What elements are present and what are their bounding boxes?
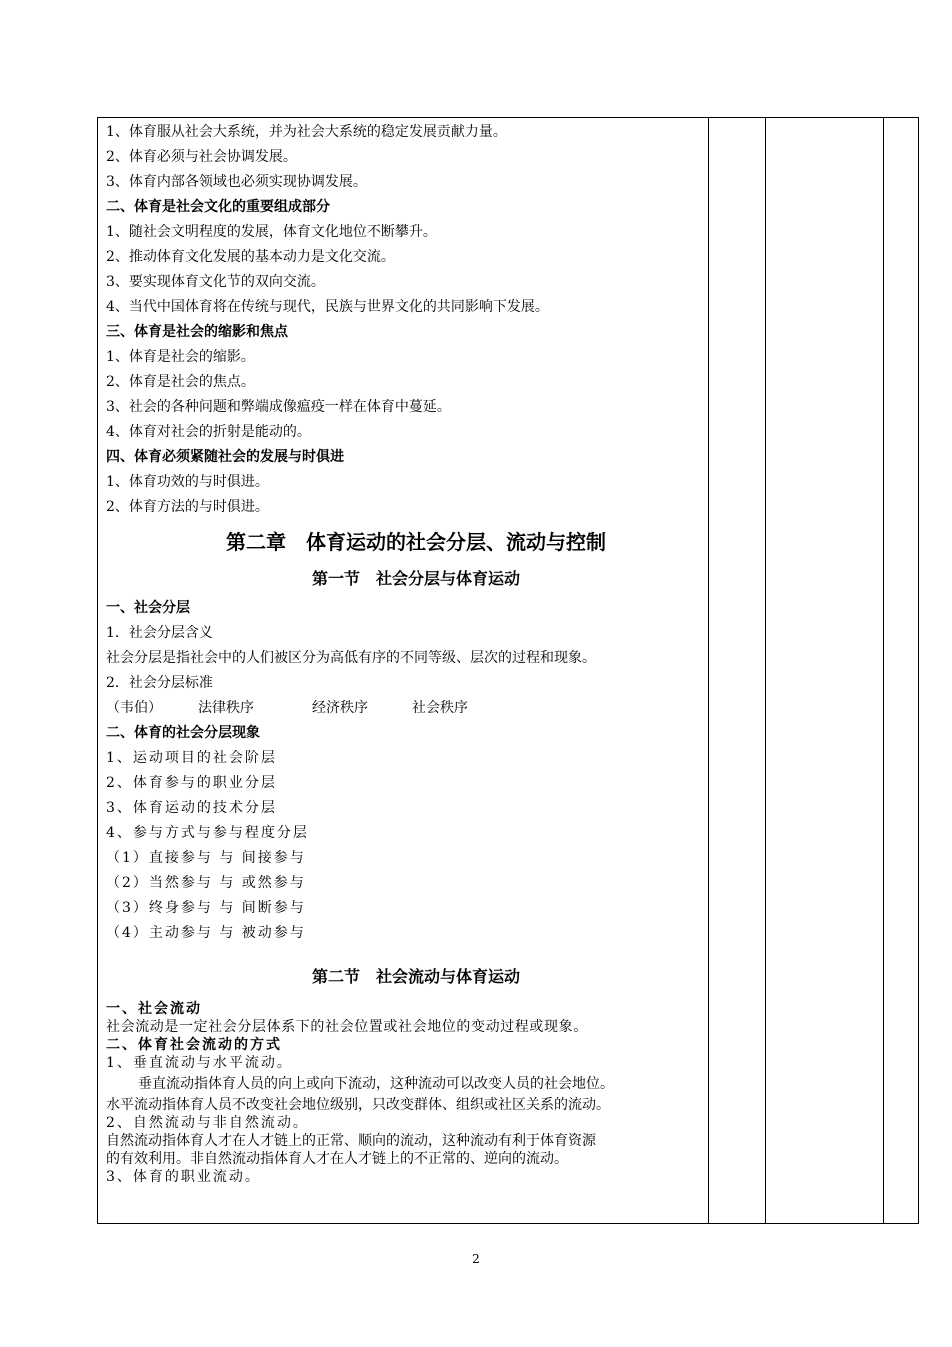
heading: 二、体育是社会文化的重要组成部分 <box>106 199 330 215</box>
column-divider <box>765 118 766 1223</box>
heading: 四、体育必须紧随社会的发展与时俱进 <box>106 449 344 465</box>
text-line: 4、参与方式与参与程度分层 <box>106 825 309 841</box>
text-line: 1、运动项目的社会阶层 <box>106 750 277 766</box>
section-title: 第一节 社会分层与体育运动 <box>311 569 520 588</box>
text-line: （2）当然参与 与 或然参与 <box>106 875 306 891</box>
weber-label: （韦伯） <box>106 700 162 716</box>
column-divider <box>883 118 884 1223</box>
text-line: 3、社会的各种问题和弊端成像瘟疫一样在体育中蔓延。 <box>106 399 451 415</box>
text-line: 2、体育方法的与时俱进。 <box>106 499 269 515</box>
text-line: 2、体育是社会的焦点。 <box>106 374 255 390</box>
text-line: 社会分层是指社会中的人们被区分为高低有序的不同等级、层次的过程和现象。 <box>106 650 596 666</box>
text-line: 2．社会分层标准 <box>106 675 213 691</box>
heading: 一、社会分层 <box>106 600 190 616</box>
text-line: 4、当代中国体育将在传统与现代，民族与世界文化的共同影响下发展。 <box>106 299 549 315</box>
text-line: 自然流动指体育人才在人才链上的正常、顺向的流动，这种流动有利于体育资源 <box>106 1133 596 1149</box>
text-line: 2、体育必须与社会协调发展。 <box>106 149 297 165</box>
text-line: 1、垂直流动与水平流动。 <box>106 1055 293 1071</box>
order-law: 法律秩序 <box>198 700 254 716</box>
heading: 二、体育的社会分层现象 <box>106 725 260 741</box>
heading: 二、体育社会流动的方式 <box>106 1037 282 1053</box>
text-line: 2、体育参与的职业分层 <box>106 775 277 791</box>
text-line: 1、体育是社会的缩影。 <box>106 349 255 365</box>
text-line: 1、体育服从社会大系统，并为社会大系统的稳定发展贡献力量。 <box>106 124 507 140</box>
text-line: 社会流动是一定社会分层体系下的社会位置或社会地位的变动过程或现象。 <box>106 1019 588 1035</box>
text-line: 2、自然流动与非自然流动。 <box>106 1115 309 1131</box>
lesson-plan-table <box>97 117 919 1224</box>
text-line: 3、体育的职业流动。 <box>106 1169 261 1185</box>
text-line: 1、随社会文明程度的发展，体育文化地位不断攀升。 <box>106 224 437 240</box>
text-line: 4、体育对社会的折射是能动的。 <box>106 424 311 440</box>
column-divider <box>708 118 709 1223</box>
section-title: 第二节 社会流动与体育运动 <box>311 967 520 986</box>
text-line: 1．社会分层含义 <box>106 625 213 641</box>
text-line: （3）终身参与 与 间断参与 <box>106 900 306 916</box>
order-economy: 经济秩序 <box>312 700 368 716</box>
text-line: （4）主动参与 与 被动参与 <box>106 925 306 941</box>
text-line: 垂直流动指体育人员的向上或向下流动，这种流动可以改变人员的社会地位。 <box>138 1076 614 1092</box>
text-line: 2、推动体育文化发展的基本动力是文化交流。 <box>106 249 395 265</box>
text-line: 3、要实现体育文化节的双向交流。 <box>106 274 325 290</box>
content-cell <box>106 120 706 1186</box>
text-line: 的有效利用。非自然流动指体育人才在人才链上的不正常的、逆向的流动。 <box>106 1151 568 1167</box>
heading: 一、社会流动 <box>106 1001 202 1017</box>
heading: 三、体育是社会的缩影和焦点 <box>106 324 288 340</box>
text-line: 3、体育内部各领域也必须实现协调发展。 <box>106 174 367 190</box>
page-number: 2 <box>472 1252 480 1266</box>
text-line: （1）直接参与 与 间接参与 <box>106 850 306 866</box>
text-line: 水平流动指体育人员不改变社会地位级别，只改变群体、组织或社区关系的流动。 <box>106 1097 610 1113</box>
standards-row <box>106 696 706 721</box>
chapter-title: 第二章 体育运动的社会分层、流动与控制 <box>226 530 606 554</box>
text-line: 1、体育功效的与时俱进。 <box>106 474 269 490</box>
order-society: 社会秩序 <box>412 700 468 716</box>
text-line: 3、体育运动的技术分层 <box>106 800 277 816</box>
